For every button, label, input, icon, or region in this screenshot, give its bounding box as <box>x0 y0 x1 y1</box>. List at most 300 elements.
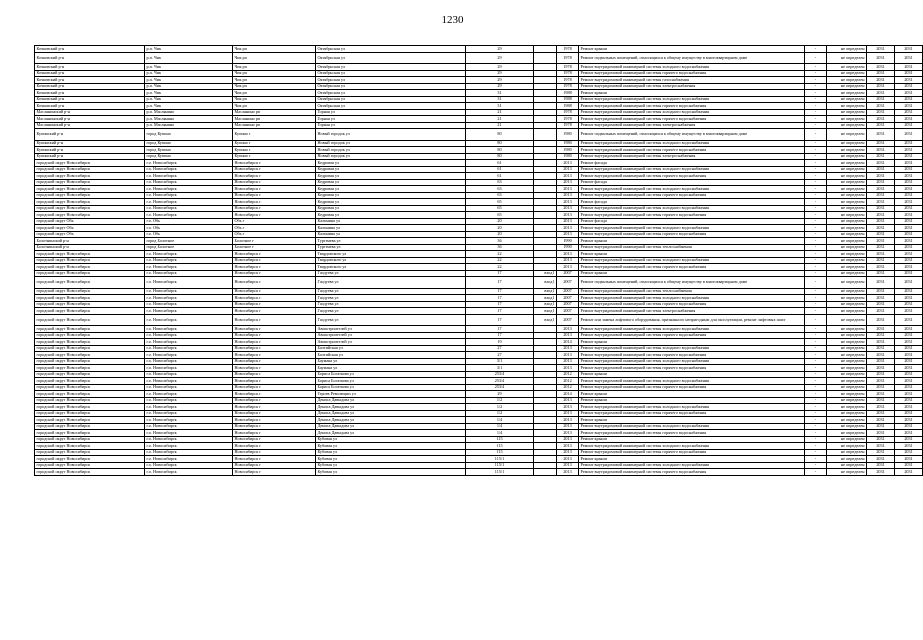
table-body <box>35 46 923 476</box>
work-type-cell: Ремонт внутридомовой инженерной системы горячего водоснабжения <box>579 103 805 110</box>
plan-year-start-cell: 2031 <box>867 449 895 456</box>
settlement-cell: Новосибирск г <box>233 436 316 443</box>
municipality-cell: г.о. Новосибирск <box>145 391 233 398</box>
work-type-cell: Ремонт внутридомовой инженерной системы электроснабжения <box>579 83 805 90</box>
cost-cell: не определен <box>827 129 867 141</box>
work-type-cell: Ремонт фасада <box>579 179 805 186</box>
municipality-cell: г.о. Новосибирск <box>145 404 233 411</box>
house-number-cell: 29 <box>466 77 534 84</box>
house-number-cell: 1/2 <box>466 404 534 411</box>
district-cell: Болотнинский р-н <box>35 238 145 245</box>
cost-cell: не определен <box>827 96 867 103</box>
work-type-cell: Ремонт фасада <box>579 199 805 206</box>
municipality-cell: г.о. Новосибирск <box>145 345 233 352</box>
volume-cell: - <box>805 449 827 456</box>
district-cell: городской округ Новосибирск <box>35 378 145 385</box>
year-built-cell: 2013 <box>557 173 579 180</box>
plan-year-start-cell: 2031 <box>867 212 895 219</box>
street-cell: Октябрьская ул <box>316 46 466 53</box>
volume-cell: - <box>805 244 827 251</box>
settlement-cell: Новосибирск г <box>233 173 316 180</box>
settlement-cell: Новосибирск г <box>233 410 316 417</box>
entrance-cell: вход1 <box>534 314 557 326</box>
cost-cell: не определен <box>827 270 867 277</box>
settlement-cell: Новосибирск г <box>233 443 316 450</box>
table-row <box>35 314 923 326</box>
volume-cell: - <box>805 352 827 359</box>
work-type-cell: Ремонт внутридомовой инженерной системы горячего водоснабжения <box>579 192 805 199</box>
work-type-cell: Ремонт внутридомовой инженерной системы горячего водоснабжения <box>579 147 805 154</box>
municipality-cell: г.о. Новосибирск <box>145 378 233 385</box>
settlement-cell: Новосибирск г <box>233 295 316 302</box>
year-built-cell: 2013 <box>557 352 579 359</box>
cost-cell: не определен <box>827 257 867 264</box>
street-cell: Гаодуева ул <box>316 277 466 289</box>
volume-cell: - <box>805 371 827 378</box>
street-cell: Твардовского ул <box>316 257 466 264</box>
street-cell: Гаодуева ул <box>316 314 466 326</box>
plan-year-end-cell: 2031 <box>895 449 923 456</box>
municipality-cell: г.о. Новосибирск <box>145 308 233 315</box>
house-number-cell: 253/4 <box>466 378 534 385</box>
municipality-cell: г.о. Новосибирск <box>145 326 233 333</box>
plan-year-end-cell: 2031 <box>895 358 923 365</box>
volume-cell: - <box>805 397 827 404</box>
plan-year-end-cell: 2031 <box>895 225 923 232</box>
plan-year-start-cell: 2031 <box>867 397 895 404</box>
district-cell: городской округ Новосибирск <box>35 430 145 437</box>
work-type-cell: Ремонт внутридомовой инженерной системы холодного водоснабжения <box>579 109 805 116</box>
volume-cell: - <box>805 218 827 225</box>
cost-cell: не определен <box>827 308 867 315</box>
cost-cell: не определен <box>827 205 867 212</box>
volume-cell: - <box>805 109 827 116</box>
cost-cell: не определен <box>827 332 867 339</box>
house-number-cell: 253/4 <box>466 371 534 378</box>
municipality-cell: р.п. Маслянино <box>145 122 233 129</box>
street-cell: Гаодуева ул <box>316 295 466 302</box>
work-type-cell: Ремонт внутридомовой инженерной системы электроснабжения <box>579 122 805 129</box>
volume-cell: - <box>805 314 827 326</box>
plan-year-start-cell: 2031 <box>867 251 895 258</box>
plan-year-start-cell: 2031 <box>867 122 895 129</box>
work-type-cell: Ремонт крыши <box>579 417 805 424</box>
volume-cell: - <box>805 430 827 437</box>
district-cell: городской округ Новосибирск <box>35 456 145 463</box>
settlement-cell: Новосибирск г <box>233 179 316 186</box>
cost-cell: не определен <box>827 64 867 71</box>
volume-cell: - <box>805 140 827 147</box>
cost-cell: не определен <box>827 352 867 359</box>
plan-year-start-cell: 2031 <box>867 326 895 333</box>
work-type-cell: Ремонт внутридомовой инженерной системы горячего водоснабжения <box>579 301 805 308</box>
municipality-cell: р.п. Чик <box>145 64 233 71</box>
settlement-cell: Новосибирск г <box>233 378 316 385</box>
cost-cell: не определен <box>827 339 867 346</box>
plan-year-start-cell: 2031 <box>867 77 895 84</box>
work-type-cell: Ремонт крыши <box>579 270 805 277</box>
settlement-cell: Новосибирск г <box>233 212 316 219</box>
work-type-cell: Ремонт внутридомовой инженерной системы электроснабжения <box>579 153 805 160</box>
work-type-cell: Ремонт крыши <box>579 391 805 398</box>
cost-cell: не определен <box>827 218 867 225</box>
work-type-cell: Ремонт внутридомовой инженерной системы горячего водоснабжения <box>579 116 805 123</box>
plan-year-end-cell: 2031 <box>895 218 923 225</box>
work-type-cell: Ремонт подвальных помещений, относящихся к общему имуществу в многоквартирном доме <box>579 277 805 289</box>
street-cell: Твардовского ул <box>316 251 466 258</box>
house-number-cell: 20 <box>466 218 534 225</box>
year-built-cell: 1978 <box>557 116 579 123</box>
district-cell: городской округ Новосибирск <box>35 205 145 212</box>
municipality-cell: г.о. Обь <box>145 225 233 232</box>
plan-year-start-cell: 2031 <box>867 277 895 289</box>
settlement-cell: Новосибирск г <box>233 160 316 167</box>
work-type-cell: Ремонт внутридомовой инженерной системы горячего водоснабжения <box>579 332 805 339</box>
cost-cell: не определен <box>827 469 867 476</box>
district-cell: Кочковский р-н <box>35 70 145 77</box>
settlement-cell: Новосибирск г <box>233 166 316 173</box>
year-built-cell: 1988 <box>557 103 579 110</box>
plan-year-end-cell: 2031 <box>895 295 923 302</box>
district-cell: Купинский р-н <box>35 147 145 154</box>
plan-year-start-cell: 2031 <box>867 147 895 154</box>
volume-cell: - <box>805 153 827 160</box>
street-cell: Новый городок ул <box>316 129 466 141</box>
volume-cell: - <box>805 423 827 430</box>
district-cell: Кочковский р-н <box>35 77 145 84</box>
plan-year-start-cell: 2031 <box>867 295 895 302</box>
entrance-cell: вход1 <box>534 277 557 289</box>
plan-year-end-cell: 2031 <box>895 326 923 333</box>
year-built-cell: 2013 <box>557 449 579 456</box>
street-cell: Авиастроителей ул <box>316 326 466 333</box>
district-cell: городской округ Новосибирск <box>35 166 145 173</box>
work-type-cell: Ремонт внутридомовой инженерной системы холодного водоснабжения <box>579 423 805 430</box>
year-built-cell: 1990 <box>557 238 579 245</box>
plan-year-start-cell: 2031 <box>867 160 895 167</box>
plan-year-start-cell: 2031 <box>867 430 895 437</box>
street-cell: Октябрьская ул <box>316 52 466 64</box>
settlement-cell: Новосибирск г <box>233 371 316 378</box>
plan-year-start-cell: 2031 <box>867 345 895 352</box>
entrance-cell: вход1 <box>534 270 557 277</box>
work-type-cell: Ремонт внутридомовой инженерной системы горячего водоснабжения <box>579 469 805 476</box>
plan-year-end-cell: 2031 <box>895 160 923 167</box>
plan-year-end-cell: 2031 <box>895 192 923 199</box>
cost-cell: не определен <box>827 192 867 199</box>
house-number-cell: 61 <box>466 166 534 173</box>
settlement-cell: Новосибирск г <box>233 345 316 352</box>
cost-cell: не определен <box>827 173 867 180</box>
street-cell: Гаодуева ул <box>316 288 466 295</box>
work-type-cell: Ремонт внутридомовой инженерной системы холодного водоснабжения <box>579 326 805 333</box>
house-number-cell: 22 <box>466 264 534 271</box>
plan-year-end-cell: 2031 <box>895 153 923 160</box>
municipality-cell: р.п. Чик <box>145 46 233 53</box>
volume-cell: - <box>805 417 827 424</box>
work-type-cell: Ремонт внутридомовой инженерной системы электроснабжения <box>579 308 805 315</box>
settlement-cell: Новосибирск г <box>233 404 316 411</box>
entrance-cell: вход1 <box>534 301 557 308</box>
volume-cell: - <box>805 96 827 103</box>
house-number-cell: 27 <box>466 352 534 359</box>
cost-cell: не определен <box>827 423 867 430</box>
settlement-cell: Купино г <box>233 129 316 141</box>
municipality-cell: г.о. Новосибирск <box>145 314 233 326</box>
work-type-cell: Ремонт внутридомовой инженерной системы холодного водоснабжения <box>579 186 805 193</box>
settlement-cell: Чик рп <box>233 103 316 110</box>
municipality-cell: город Болотное <box>145 238 233 245</box>
street-cell: Баумана ул <box>316 365 466 372</box>
cost-cell: не определен <box>827 147 867 154</box>
settlement-cell: Новосибирск г <box>233 456 316 463</box>
municipality-cell: р.п. Маслянино <box>145 109 233 116</box>
plan-year-end-cell: 2031 <box>895 257 923 264</box>
settlement-cell: Чик рп <box>233 77 316 84</box>
municipality-cell: город Купино <box>145 147 233 154</box>
capital-repair-table <box>34 45 923 476</box>
work-type-cell: Ремонт внутридомовой инженерной системы горячего водоснабжения <box>579 212 805 219</box>
settlement-cell: Чик рп <box>233 52 316 64</box>
district-cell: Кочковский р-н <box>35 52 145 64</box>
year-built-cell: 2013 <box>557 404 579 411</box>
work-type-cell: Ремонт крыши <box>579 46 805 53</box>
district-cell: городской округ Новосибирск <box>35 173 145 180</box>
cost-cell: не определен <box>827 326 867 333</box>
municipality-cell: р.п. Чик <box>145 83 233 90</box>
street-cell: Гаодуева ул <box>316 270 466 277</box>
district-cell: городской округ Обь <box>35 225 145 232</box>
cost-cell: не определен <box>827 166 867 173</box>
house-number-cell: 63 <box>466 192 534 199</box>
plan-year-end-cell: 2031 <box>895 96 923 103</box>
entrance-cell <box>534 469 557 476</box>
street-cell: Калинина ул <box>316 225 466 232</box>
cost-cell: не определен <box>827 122 867 129</box>
volume-cell: - <box>805 326 827 333</box>
house-number-cell: 22 <box>466 257 534 264</box>
settlement-cell: Новосибирск г <box>233 358 316 365</box>
volume-cell: - <box>805 257 827 264</box>
volume-cell: - <box>805 436 827 443</box>
district-cell: городской округ Новосибирск <box>35 295 145 302</box>
plan-year-end-cell: 2031 <box>895 314 923 326</box>
settlement-cell: Болотное г <box>233 238 316 245</box>
house-number-cell: 17 <box>466 326 534 333</box>
cost-cell: не определен <box>827 231 867 238</box>
plan-year-end-cell: 2031 <box>895 77 923 84</box>
district-cell: городской округ Новосибирск <box>35 423 145 430</box>
year-built-cell: 2013 <box>557 326 579 333</box>
plan-year-start-cell: 2031 <box>867 443 895 450</box>
work-type-cell: Ремонт внутридомовой инженерной системы холодного водоснабжения <box>579 358 805 365</box>
settlement-cell: Новосибирск г <box>233 397 316 404</box>
cost-cell: не определен <box>827 77 867 84</box>
cost-cell: не определен <box>827 449 867 456</box>
settlement-cell: Обь г <box>233 231 316 238</box>
work-type-cell: Ремонт внутридомовой инженерной системы холодного водоснабжения <box>579 64 805 71</box>
year-built-cell: 2013 <box>557 462 579 469</box>
district-cell: городской округ Новосибирск <box>35 384 145 391</box>
municipality-cell: г.о. Новосибирск <box>145 160 233 167</box>
plan-year-end-cell: 2031 <box>895 469 923 476</box>
street-cell: Октябрьская ул <box>316 96 466 103</box>
street-cell: Дениса Давыдова ул <box>316 417 466 424</box>
settlement-cell: Новосибирск г <box>233 339 316 346</box>
plan-year-start-cell: 2031 <box>867 140 895 147</box>
year-built-cell: 2013 <box>557 218 579 225</box>
plan-year-start-cell: 2031 <box>867 186 895 193</box>
settlement-cell: Новосибирск г <box>233 423 316 430</box>
plan-year-start-cell: 2031 <box>867 70 895 77</box>
entrance-cell: вход1 <box>534 288 557 295</box>
district-cell: городской округ Новосибирск <box>35 365 145 372</box>
street-cell: Новый городок ул <box>316 140 466 147</box>
cost-cell: не определен <box>827 140 867 147</box>
settlement-cell: Новосибирск г <box>233 301 316 308</box>
house-number-cell: 21 <box>466 122 534 129</box>
cost-cell: не определен <box>827 103 867 110</box>
plan-year-start-cell: 2031 <box>867 103 895 110</box>
plan-year-end-cell: 2031 <box>895 83 923 90</box>
cost-cell: не определен <box>827 70 867 77</box>
district-cell: городской округ Новосибирск <box>35 251 145 258</box>
volume-cell: - <box>805 238 827 245</box>
settlement-cell: Новосибирск г <box>233 352 316 359</box>
plan-year-start-cell: 2031 <box>867 83 895 90</box>
plan-year-start-cell: 2031 <box>867 64 895 71</box>
plan-year-start-cell: 2031 <box>867 166 895 173</box>
work-type-cell: Ремонт внутридомовой инженерной системы горячего водоснабжения <box>579 352 805 359</box>
cost-cell: не определен <box>827 52 867 64</box>
plan-year-end-cell: 2031 <box>895 90 923 97</box>
year-built-cell: 2014 <box>557 391 579 398</box>
municipality-cell: г.о. Новосибирск <box>145 301 233 308</box>
plan-year-end-cell: 2031 <box>895 456 923 463</box>
plan-year-end-cell: 2031 <box>895 186 923 193</box>
year-built-cell: 2013 <box>557 430 579 437</box>
district-cell: городской округ Новосибирск <box>35 358 145 365</box>
plan-year-start-cell: 2031 <box>867 352 895 359</box>
street-cell: Новый городок ул <box>316 147 466 154</box>
municipality-cell: р.п. Чик <box>145 52 233 64</box>
district-cell: городской округ Новосибирск <box>35 462 145 469</box>
plan-year-end-cell: 2031 <box>895 391 923 398</box>
municipality-cell: г.о. Новосибирск <box>145 358 233 365</box>
house-number-cell: 1/4 <box>466 417 534 424</box>
cost-cell: не определен <box>827 244 867 251</box>
municipality-cell: г.о. Новосибирск <box>145 192 233 199</box>
house-number-cell: 65 <box>466 199 534 206</box>
house-number-cell: 65 <box>466 205 534 212</box>
cost-cell: не определен <box>827 443 867 450</box>
year-built-cell: 1978 <box>557 122 579 129</box>
entrance-cell: вход1 <box>534 308 557 315</box>
settlement-cell: Маслянино рп <box>233 109 316 116</box>
settlement-cell: Новосибирск г <box>233 430 316 437</box>
cost-cell: не определен <box>827 345 867 352</box>
house-number-cell: 22 <box>466 251 534 258</box>
year-built-cell: 1978 <box>557 64 579 71</box>
settlement-cell: Чик рп <box>233 46 316 53</box>
plan-year-end-cell: 2031 <box>895 179 923 186</box>
plan-year-end-cell: 2031 <box>895 244 923 251</box>
volume-cell: - <box>805 205 827 212</box>
plan-year-end-cell: 2031 <box>895 404 923 411</box>
municipality-cell: город Купино <box>145 153 233 160</box>
district-cell: Кочковский р-н <box>35 46 145 53</box>
district-cell: городской округ Новосибирск <box>35 410 145 417</box>
municipality-cell: г.о. Новосибирск <box>145 166 233 173</box>
district-cell: Кочковский р-н <box>35 103 145 110</box>
district-cell: городской округ Новосибирск <box>35 332 145 339</box>
district-cell: городской округ Новосибирск <box>35 397 145 404</box>
volume-cell: - <box>805 129 827 141</box>
volume-cell: - <box>805 456 827 463</box>
house-number-cell: 17 <box>466 295 534 302</box>
municipality-cell: г.о. Новосибирск <box>145 371 233 378</box>
volume-cell: - <box>805 391 827 398</box>
work-type-cell: Ремонт внутридомовой инженерной системы холодного водоснабжения <box>579 295 805 302</box>
plan-year-end-cell: 2031 <box>895 371 923 378</box>
plan-year-start-cell: 2031 <box>867 90 895 97</box>
house-number-cell: 1/4 <box>466 423 534 430</box>
plan-year-start-cell: 2031 <box>867 404 895 411</box>
plan-year-start-cell: 2031 <box>867 218 895 225</box>
municipality-cell: г.о. Новосибирск <box>145 295 233 302</box>
municipality-cell: г.о. Новосибирск <box>145 384 233 391</box>
volume-cell: - <box>805 103 827 110</box>
district-cell: городской округ Новосибирск <box>35 212 145 219</box>
municipality-cell: г.о. Новосибирск <box>145 288 233 295</box>
volume-cell: - <box>805 147 827 154</box>
cost-cell: не определен <box>827 314 867 326</box>
plan-year-start-cell: 2031 <box>867 301 895 308</box>
street-cell: Новый городок ул <box>316 153 466 160</box>
cost-cell: не определен <box>827 160 867 167</box>
municipality-cell: р.п. Чик <box>145 90 233 97</box>
district-cell: Кочковский р-н <box>35 83 145 90</box>
settlement-cell: Новосибирск г <box>233 469 316 476</box>
district-cell: городской округ Новосибирск <box>35 308 145 315</box>
work-type-cell: Ремонт внутридомовой инженерной системы холодного водоснабжения <box>579 166 805 173</box>
street-cell: Кубовая ул <box>316 436 466 443</box>
year-built-cell: 1978 <box>557 83 579 90</box>
work-type-cell: Ремонт подвальных помещений, относящихся к общему имуществу в многоквартирном доме <box>579 129 805 141</box>
street-cell: Балтийская ул <box>316 352 466 359</box>
cost-cell: не определен <box>827 186 867 193</box>
cost-cell: не определен <box>827 358 867 365</box>
plan-year-end-cell: 2031 <box>895 430 923 437</box>
work-type-cell: Ремонт внутридомовой инженерной системы теплоснабжения <box>579 288 805 295</box>
street-cell: Тургенева ул <box>316 238 466 245</box>
work-type-cell: Ремонт внутридомовой инженерной системы теплоснабжения <box>579 244 805 251</box>
work-type-cell: Ремонт внутридомовой инженерной системы холодного водоснабжения <box>579 443 805 450</box>
house-number-cell: 80 <box>466 153 534 160</box>
street-cell: Кубовая ул <box>316 443 466 450</box>
cost-cell: не определен <box>827 384 867 391</box>
volume-cell: - <box>805 384 827 391</box>
municipality-cell: г.о. Новосибирск <box>145 417 233 424</box>
street-cell: Дениса Давыдова ул <box>316 397 466 404</box>
municipality-cell: г.о. Новосибирск <box>145 257 233 264</box>
settlement-cell: Новосибирск г <box>233 417 316 424</box>
work-type-cell: Ремонт внутридомовой инженерной системы горячего водоснабжения <box>579 384 805 391</box>
plan-year-start-cell: 2031 <box>867 225 895 232</box>
volume-cell: - <box>805 288 827 295</box>
plan-year-end-cell: 2031 <box>895 397 923 404</box>
entrance-cell: вход1 <box>534 295 557 302</box>
